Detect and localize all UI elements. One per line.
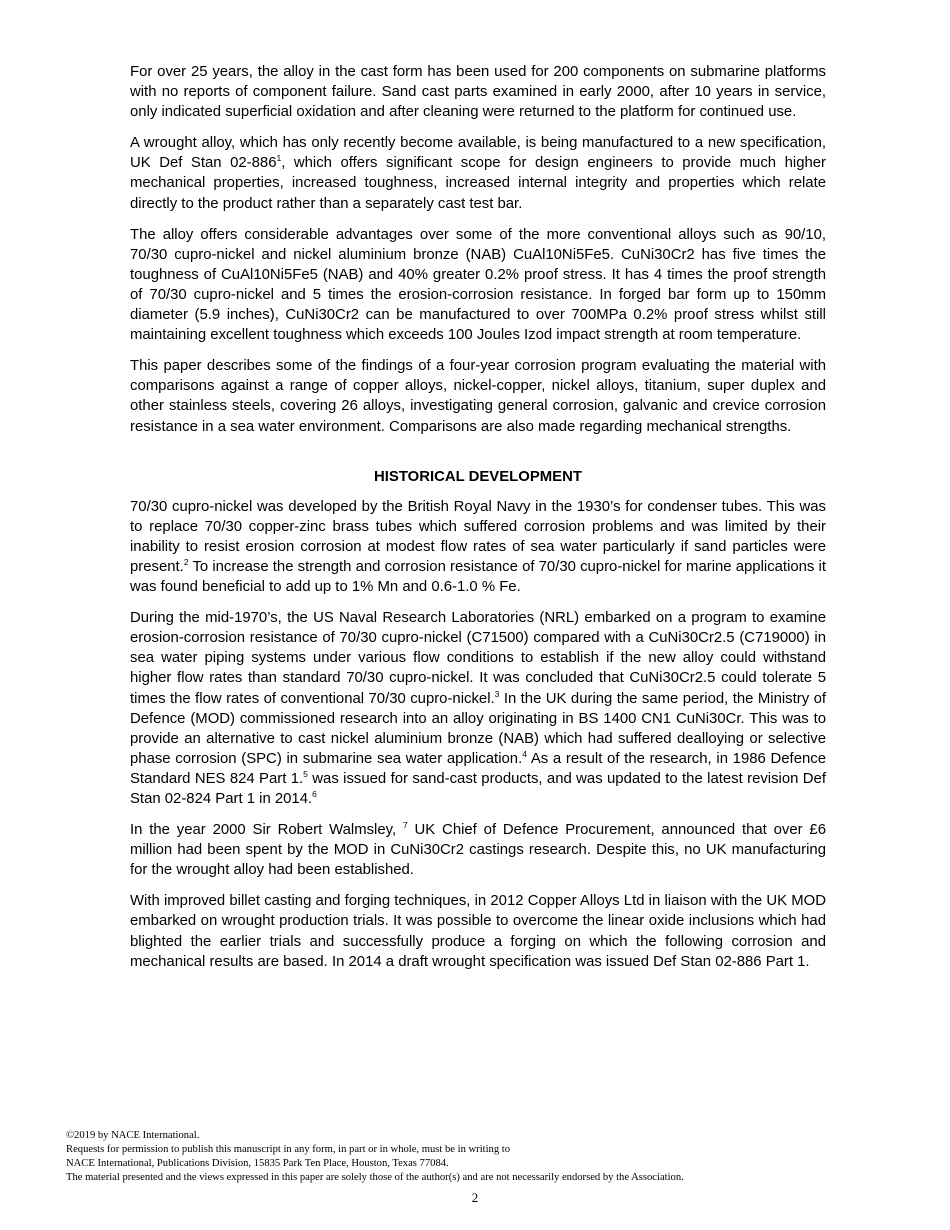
paragraph-text: 70/30 cupro-nickel was developed by the British Royal Navy in the 1930’s for condenser tubes. This was to replace 70/30 copper-zinc brass tubes which suffered corrosion problems and was limited by their inability to resist erosion corrosion at modest flow rates of sea water particularly if sand particles were present. — [130, 498, 826, 575]
section-heading: HISTORICAL DEVELOPMENT — [374, 468, 582, 485]
copyright-footer — [66, 1129, 886, 1185]
paragraph-advantages: The alloy offers considerable advantages over some of the more conventional alloys such as 90/10, 70/30 cupro-nickel and nickel aluminium bronze (NAB) CuAl10Ni5Fe5. CuNi30Cr2 has five times the toughness of CuAl10Ni5Fe5 (NAB) and 40% greater 0.2% proof stress. It has 4 times the proof strength of 70/30 cupro-nickel and 5 times the erosion-corrosion resistance. In forged bar form up to 150mm diameter (5.9 inches), CuNi30Cr2 can be manufactured to over 700MPa 0.2% proof stress whilst still maintaining excellent toughness which exceeds 100 Joules Izod impact strength at room temperature. — [130, 226, 826, 344]
reference-superscript: 7 — [402, 820, 408, 831]
reference-superscript: 1 — [276, 153, 282, 164]
paragraph-text: To increase the strength and corrosion resistance of 70/30 cupro-nickel for marine applications it was found beneficial to add up to 1% Mn and 0.6-1.0 % Fe. — [130, 558, 826, 596]
paragraph-text: A wrought alloy, which has only recently become available, is being manufactured to a new specification, UK Def Stan 02-886 — [130, 135, 826, 172]
footer-permission-line: Requests for permission to publish this manuscript in any form, in part or in whole, must be in writing to — [66, 1144, 511, 1155]
paragraph-paper-scope: This paper describes some of the findings of a four-year corrosion program evaluating the material with comparisons against a range of copper alloys, nickel-copper, nickel alloys, titanium, super duplex and other stainless steels, covering 26 alloys, investigating general corrosion, galvanic and crevice corrosion resistance in a sea water environment. Comparisons are also made regarding mechanical strengths. — [130, 358, 826, 435]
reference-superscript: 3 — [494, 688, 500, 699]
paragraph-text: In the year 2000 Sir Robert Walmsley, — [130, 822, 403, 839]
reference-superscript: 2 — [183, 557, 189, 567]
reference-superscript: 5 — [303, 768, 308, 779]
paragraph-nrl-research — [130, 608, 826, 809]
paragraph-wrought-alloy — [130, 133, 826, 213]
reference-superscript: 6 — [312, 789, 317, 800]
footer-disclaimer-line: The material presented and the views expressed in this paper are solely those of the author(s) and are not necessarily endorsed by the Association. — [66, 1172, 684, 1183]
paragraph-text: In the UK during the same period, the Ministry of Defence (MOD) commissioned research into an alloy originating in BS 1400 CN1 CuNi30Cr. This was to provide an alternative to cast nickel aluminium bronze (NAB) which had suffered dealloying or selective phase corrosion (SPC) in submarine sea water application. — [130, 690, 826, 767]
footer-copyright-line: ©2019 by NACE International. — [66, 1130, 200, 1141]
body-text — [130, 62, 826, 983]
paragraph-mod-funding — [130, 820, 826, 880]
footer-address-line: NACE International, Publications Division, 15835 Park Ten Place, Houston, Texas 77084. — [66, 1158, 449, 1169]
paragraph-text: UK Chief of Defence Procurement, announced that over £6 million had been spent by the MOD in CuNi30Cr2 castings research. Despite this, no UK manufacturing for the wrought alloy had been established. — [130, 822, 826, 879]
paragraph-service-history: For over 25 years, the alloy in the cast form has been used for 200 components on submarine platforms with no reports of component failure. Sand cast parts examined in early 2000, after 10 years in service, only indicated superficial oxidation and after cleaning were returned to the platform for continued use. — [130, 64, 826, 121]
paragraph-text: As a result of the research, in 1986 Defence Standard NES 824 Part 1. — [130, 750, 826, 787]
paragraph-text: , which offers significant scope for design engineers to provide much higher mechanical properties, increased toughness, increased internal integrity and properties which relate directly to the product rather than a separately cast test bar. — [130, 155, 826, 212]
reference-superscript: 4 — [522, 748, 527, 759]
paragraph-text: During the mid-1970’s, the US Naval Research Laboratories (NRL) embarked on a program to examine erosion-corrosion resistance of 70/30 cupro-nickel (C71500) compared with a CuNi30Cr2.5 (C719000) in sea water piping systems under various flow conditions to establish if the new alloy could withstand higher flow rates than standard 70/30 cupro-nickel. It was concluded that CuNi30Cr2.5 could tolerate 5 times the flow rates of conventional 70/30 cupro-nickel. — [130, 610, 826, 707]
paragraph-production-trials: With improved billet casting and forging techniques, in 2012 Copper Alloys Ltd in liaison with the UK MOD embarked on wrought production trials. It was possible to overcome the linear oxide inclusions which had blighted the earlier trials and successfully produce a forging on which the following corrosion and mechanical results are based. In 2014 a draft wrought specification was issued Def Stan 02-886 Part 1. — [130, 893, 826, 970]
paragraph-origin — [130, 497, 826, 597]
page-number: 2 — [471, 1190, 479, 1205]
paragraph-text: was issued for sand-cast products, and was updated to the latest revision Def Stan 02-824 Part 1 in 2014. — [130, 770, 826, 807]
